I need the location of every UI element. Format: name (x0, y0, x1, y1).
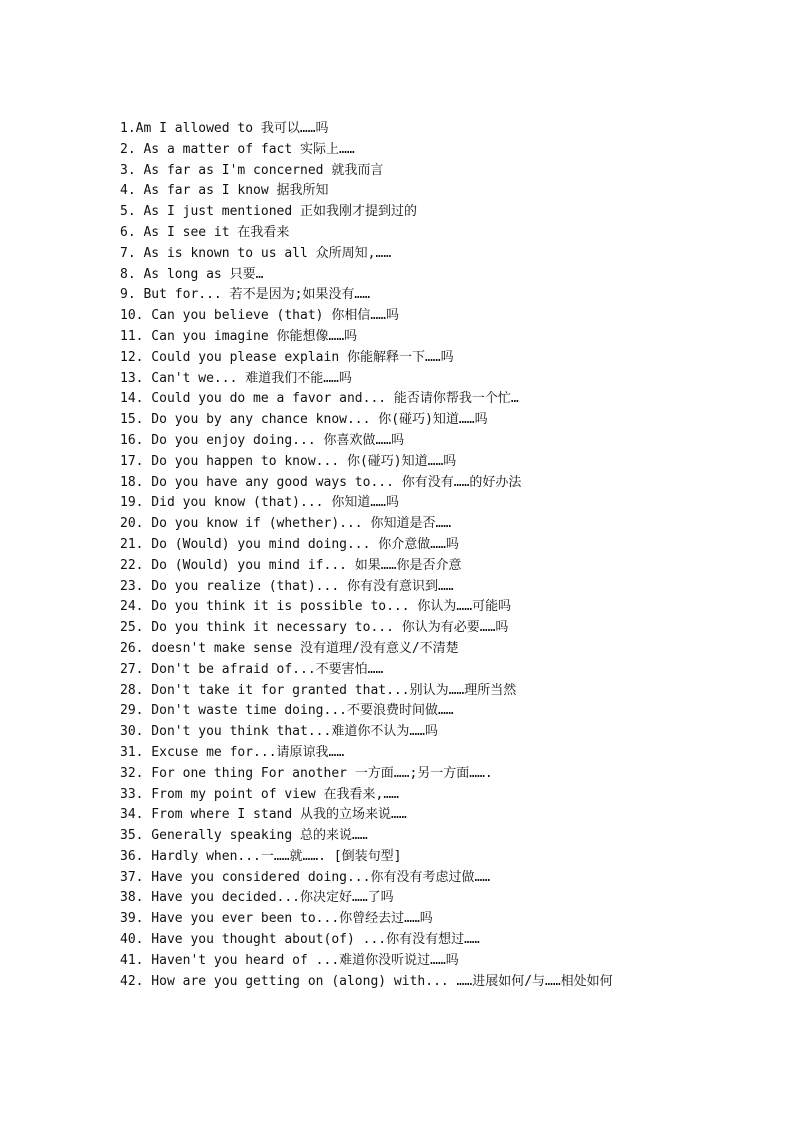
list-item: 25. Do you think it necessary to... 你认为有必要……吗 (120, 620, 509, 636)
list-item: 1.Am I allowed to 我可以……吗 (120, 121, 329, 136)
list-item: 2. As a matter of fact 实际上…… (120, 141, 355, 157)
list-item: 21. Do (Would) you mind doing... 你介意做……吗 (120, 536, 459, 552)
list-item: 17. Do you happen to know... 你(碰巧)知道……吗 (120, 453, 457, 469)
list-item: 23. Do you realize (that)... 你有没有意识到…… (120, 578, 454, 594)
list-item: 30. Don't you think that...难道你不认为……吗 (120, 724, 438, 740)
list-item: 33. From my point of view 在我看来,…… (120, 786, 399, 802)
list-item: 36. Hardly when...一……就……. [倒装句型] (120, 848, 402, 864)
list-item: 10. Can you believe (that) 你相信……吗 (120, 308, 399, 324)
list-item: 37. Have you considered doing...你有没有考虑过做…… (120, 869, 491, 885)
list-item: 28. Don't take it for granted that...别认为……理所当然 (120, 682, 517, 698)
list-item: 42. How are you getting on (along) with... ……进展如何/与……相处如何 (120, 973, 613, 989)
list-item: 26. doesn't make sense 没有道理/没有意义/不清楚 (120, 640, 459, 656)
document-page (120, 119, 680, 992)
list-item: 20. Do you know if (whether)... 你知道是否…… (120, 516, 452, 532)
list-item: 35. Generally speaking 总的来说…… (120, 828, 368, 844)
list-item: 8. As long as 只要… (120, 266, 264, 282)
list-item: 5. As I just mentioned 正如我刚才提到过的 (120, 204, 418, 220)
list-item: 12. Could you please explain 你能解释一下……吗 (120, 349, 454, 365)
list-item: 31. Excuse me for...请原谅我…… (120, 744, 345, 760)
list-item: 41. Haven't you heard of ...难道你没听说过……吗 (120, 952, 459, 968)
list-item: 16. Do you enjoy doing... 你喜欢做……吗 (120, 432, 405, 448)
list-item: 4. As far as I know 据我所知 (120, 183, 329, 199)
list-item: 3. As far as I'm concerned 就我而言 (120, 162, 384, 178)
list-item: 38. Have you decided...你决定好……了吗 (120, 890, 394, 906)
list-item: 19. Did you know (that)... 你知道……吗 (120, 495, 399, 511)
list-item: 29. Don't waste time doing...不要浪费时间做…… (120, 703, 454, 719)
list-item: 15. Do you by any chance know... 你(碰巧)知道……吗 (120, 412, 488, 428)
list-item: 18. Do you have any good ways to... 你有没有……的好办法 (120, 474, 522, 490)
list-item: 14. Could you do me a favor and... 能否请你帮我一个忙… (120, 391, 519, 407)
list-item: 6. As I see it 在我看来 (120, 224, 290, 240)
list-item: 9. But for... 若不是因为;如果没有…… (120, 287, 371, 303)
list-item: 32. For one thing For another 一方面……;另一方面……. (120, 765, 493, 781)
list-item: 13. Can't we... 难道我们不能……吗 (120, 370, 352, 386)
list-item: 39. Have you ever been to...你曾经去过……吗 (120, 911, 433, 927)
list-item: 22. Do (Would) you mind if... 如果……你是否介意 (120, 557, 462, 573)
list-item: 24. Do you think it is possible to... 你认为……可能吗 (120, 599, 512, 615)
list-item: 27. Don't be afraid of...不要害怕…… (120, 661, 384, 677)
list-item: 11. Can you imagine 你能想像……吗 (120, 328, 358, 344)
list-item: 34. From where I stand 从我的立场来说…… (120, 807, 407, 823)
list-item: 40. Have you thought about(of) ...你有没有想过…… (120, 932, 480, 948)
list-item: 7. As is known to us all 众所周知,…… (120, 245, 392, 261)
